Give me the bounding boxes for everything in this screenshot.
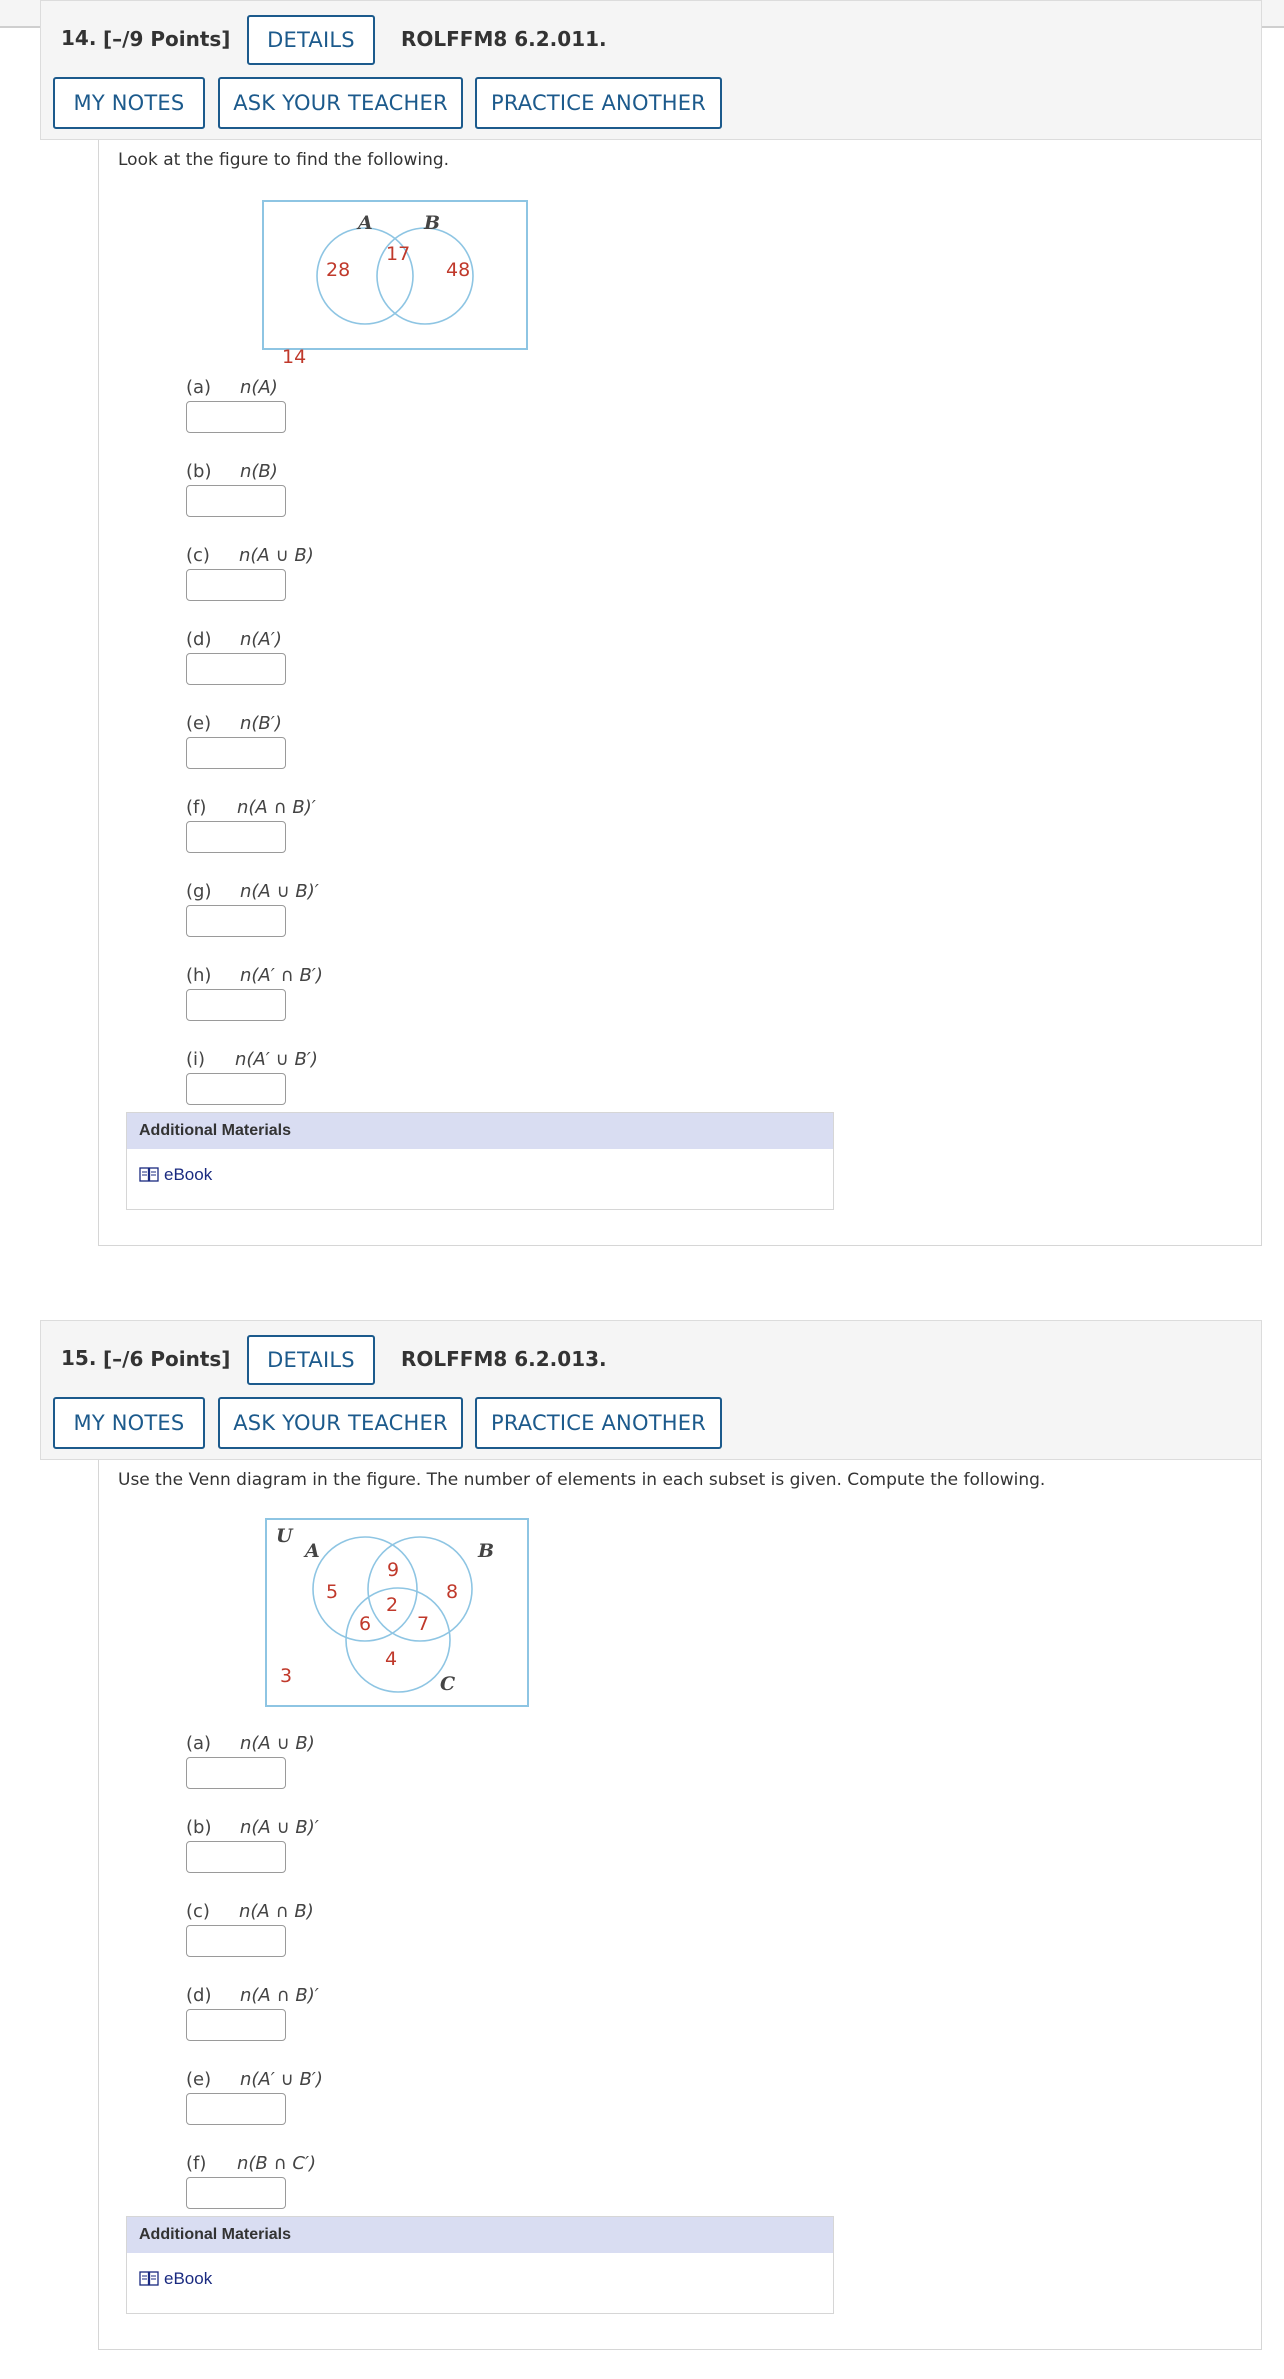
additional-materials-panel	[126, 2216, 834, 2314]
set-a-label: A	[358, 212, 373, 234]
part-label: (e)	[186, 713, 212, 734]
region-b-c-only: 7	[417, 1613, 430, 1635]
practice-another-button[interactable]: PRACTICE ANOTHER	[475, 77, 722, 129]
part-label: (d)	[186, 629, 212, 650]
region-only-a: 5	[326, 1581, 339, 1603]
region-only-b: 8	[446, 1581, 459, 1603]
part-label: (a)	[186, 377, 212, 398]
answer-input-f[interactable]	[186, 2177, 286, 2209]
part-label: (h)	[186, 965, 212, 986]
answer-input-d[interactable]	[186, 653, 286, 685]
additional-materials-panel	[126, 1112, 834, 1210]
answer-input-b[interactable]	[186, 1841, 286, 1873]
region-only-c: 4	[385, 1648, 398, 1670]
part-label: (c)	[186, 545, 210, 566]
set-c-label: C	[440, 1673, 456, 1695]
part-label: (f)	[186, 797, 207, 818]
part-expression: n(A′)	[240, 629, 282, 650]
part-expression: n(B ∩ C′)	[237, 2153, 317, 2174]
set-a-label: A	[305, 1540, 320, 1562]
region-outside: 3	[280, 1665, 293, 1687]
region-outside: 14	[282, 346, 307, 368]
answer-input-b[interactable]	[186, 485, 286, 517]
answer-input-d[interactable]	[186, 2009, 286, 2041]
answer-input-c[interactable]	[186, 1925, 286, 1957]
question-15-header	[40, 1320, 1262, 1460]
additional-materials-heading: Additional Materials	[127, 2217, 833, 2253]
details-button[interactable]: DETAILS	[247, 15, 375, 65]
ebook-link[interactable]	[139, 1165, 212, 1188]
answer-input-i[interactable]	[186, 1073, 286, 1105]
part-expression: n(A)	[240, 377, 278, 398]
region-only-b: 48	[446, 259, 471, 281]
my-notes-button[interactable]: MY NOTES	[53, 77, 205, 129]
universe-label: U	[276, 1525, 293, 1547]
part-expression: n(B′)	[240, 713, 282, 734]
region-a-b-c: 2	[386, 1594, 399, 1616]
answer-input-f[interactable]	[186, 821, 286, 853]
part-label: (b)	[186, 1817, 212, 1838]
question-code: ROLFFM8 6.2.011.	[401, 27, 607, 51]
universe-rectangle	[263, 201, 527, 349]
part-expression: n(A′ ∩ B′)	[240, 965, 323, 986]
venn-diagram-three-sets	[265, 1518, 531, 1708]
region-only-a: 28	[326, 259, 351, 281]
book-icon	[139, 2271, 159, 2292]
answer-input-e[interactable]	[186, 737, 286, 769]
practice-another-button[interactable]: PRACTICE ANOTHER	[475, 1397, 722, 1449]
ask-your-teacher-button[interactable]: ASK YOUR TEACHER	[218, 77, 463, 129]
ebook-label[interactable]: eBook	[164, 2269, 213, 2288]
answer-input-e[interactable]	[186, 2093, 286, 2125]
part-label: (e)	[186, 2069, 212, 2090]
answer-input-g[interactable]	[186, 905, 286, 937]
details-button[interactable]: DETAILS	[247, 1335, 375, 1385]
part-label: (b)	[186, 461, 212, 482]
part-expression: n(A ∪ B)	[240, 1733, 315, 1754]
part-expression: n(A ∪ B)	[239, 545, 314, 566]
part-expression: n(A ∪ B)′	[240, 881, 319, 902]
part-label: (a)	[186, 1733, 212, 1754]
question-number: 14.	[61, 26, 97, 50]
part-label: (i)	[186, 1049, 206, 1070]
answer-input-c[interactable]	[186, 569, 286, 601]
ebook-link[interactable]	[139, 2269, 212, 2292]
additional-materials-heading: Additional Materials	[127, 1113, 833, 1149]
book-icon	[139, 1167, 159, 1188]
part-expression: n(A ∩ B)′	[237, 797, 316, 818]
my-notes-button[interactable]: MY NOTES	[53, 1397, 205, 1449]
question-code: ROLFFM8 6.2.013.	[401, 1347, 607, 1371]
set-b-label: B	[424, 212, 441, 234]
region-a-and-b: 17	[386, 243, 411, 265]
question-prompt: Use the Venn diagram in the figure. The number of elements in each subset is given. Compute the following.	[118, 1470, 1046, 1490]
set-b-label: B	[478, 1540, 495, 1562]
region-a-c-only: 6	[359, 1613, 372, 1635]
ebook-label[interactable]: eBook	[164, 1165, 213, 1184]
part-expression: n(B)	[240, 461, 278, 482]
part-expression: n(A′ ∪ B′)	[235, 1049, 318, 1070]
question-points: [–/9 Points]	[103, 27, 231, 51]
region-a-b-only: 9	[387, 1559, 400, 1581]
question-points: [–/6 Points]	[103, 1347, 231, 1371]
ask-your-teacher-button[interactable]: ASK YOUR TEACHER	[218, 1397, 463, 1449]
answer-input-h[interactable]	[186, 989, 286, 1021]
part-label: (c)	[186, 1901, 210, 1922]
part-label: (f)	[186, 2153, 207, 2174]
question-14-header	[40, 0, 1262, 140]
part-expression: n(A ∪ B)′	[240, 1817, 319, 1838]
part-label: (g)	[186, 881, 212, 902]
part-expression: n(A ∩ B)′	[240, 1985, 319, 2006]
question-number: 15.	[61, 1346, 97, 1370]
answer-input-a[interactable]	[186, 401, 286, 433]
question-prompt: Look at the figure to find the following.	[118, 150, 450, 170]
part-expression: n(A ∩ B)	[239, 1901, 314, 1922]
part-label: (d)	[186, 1985, 212, 2006]
venn-diagram-two-sets	[262, 200, 532, 370]
answer-input-a[interactable]	[186, 1757, 286, 1789]
part-expression: n(A′ ∪ B′)	[240, 2069, 323, 2090]
